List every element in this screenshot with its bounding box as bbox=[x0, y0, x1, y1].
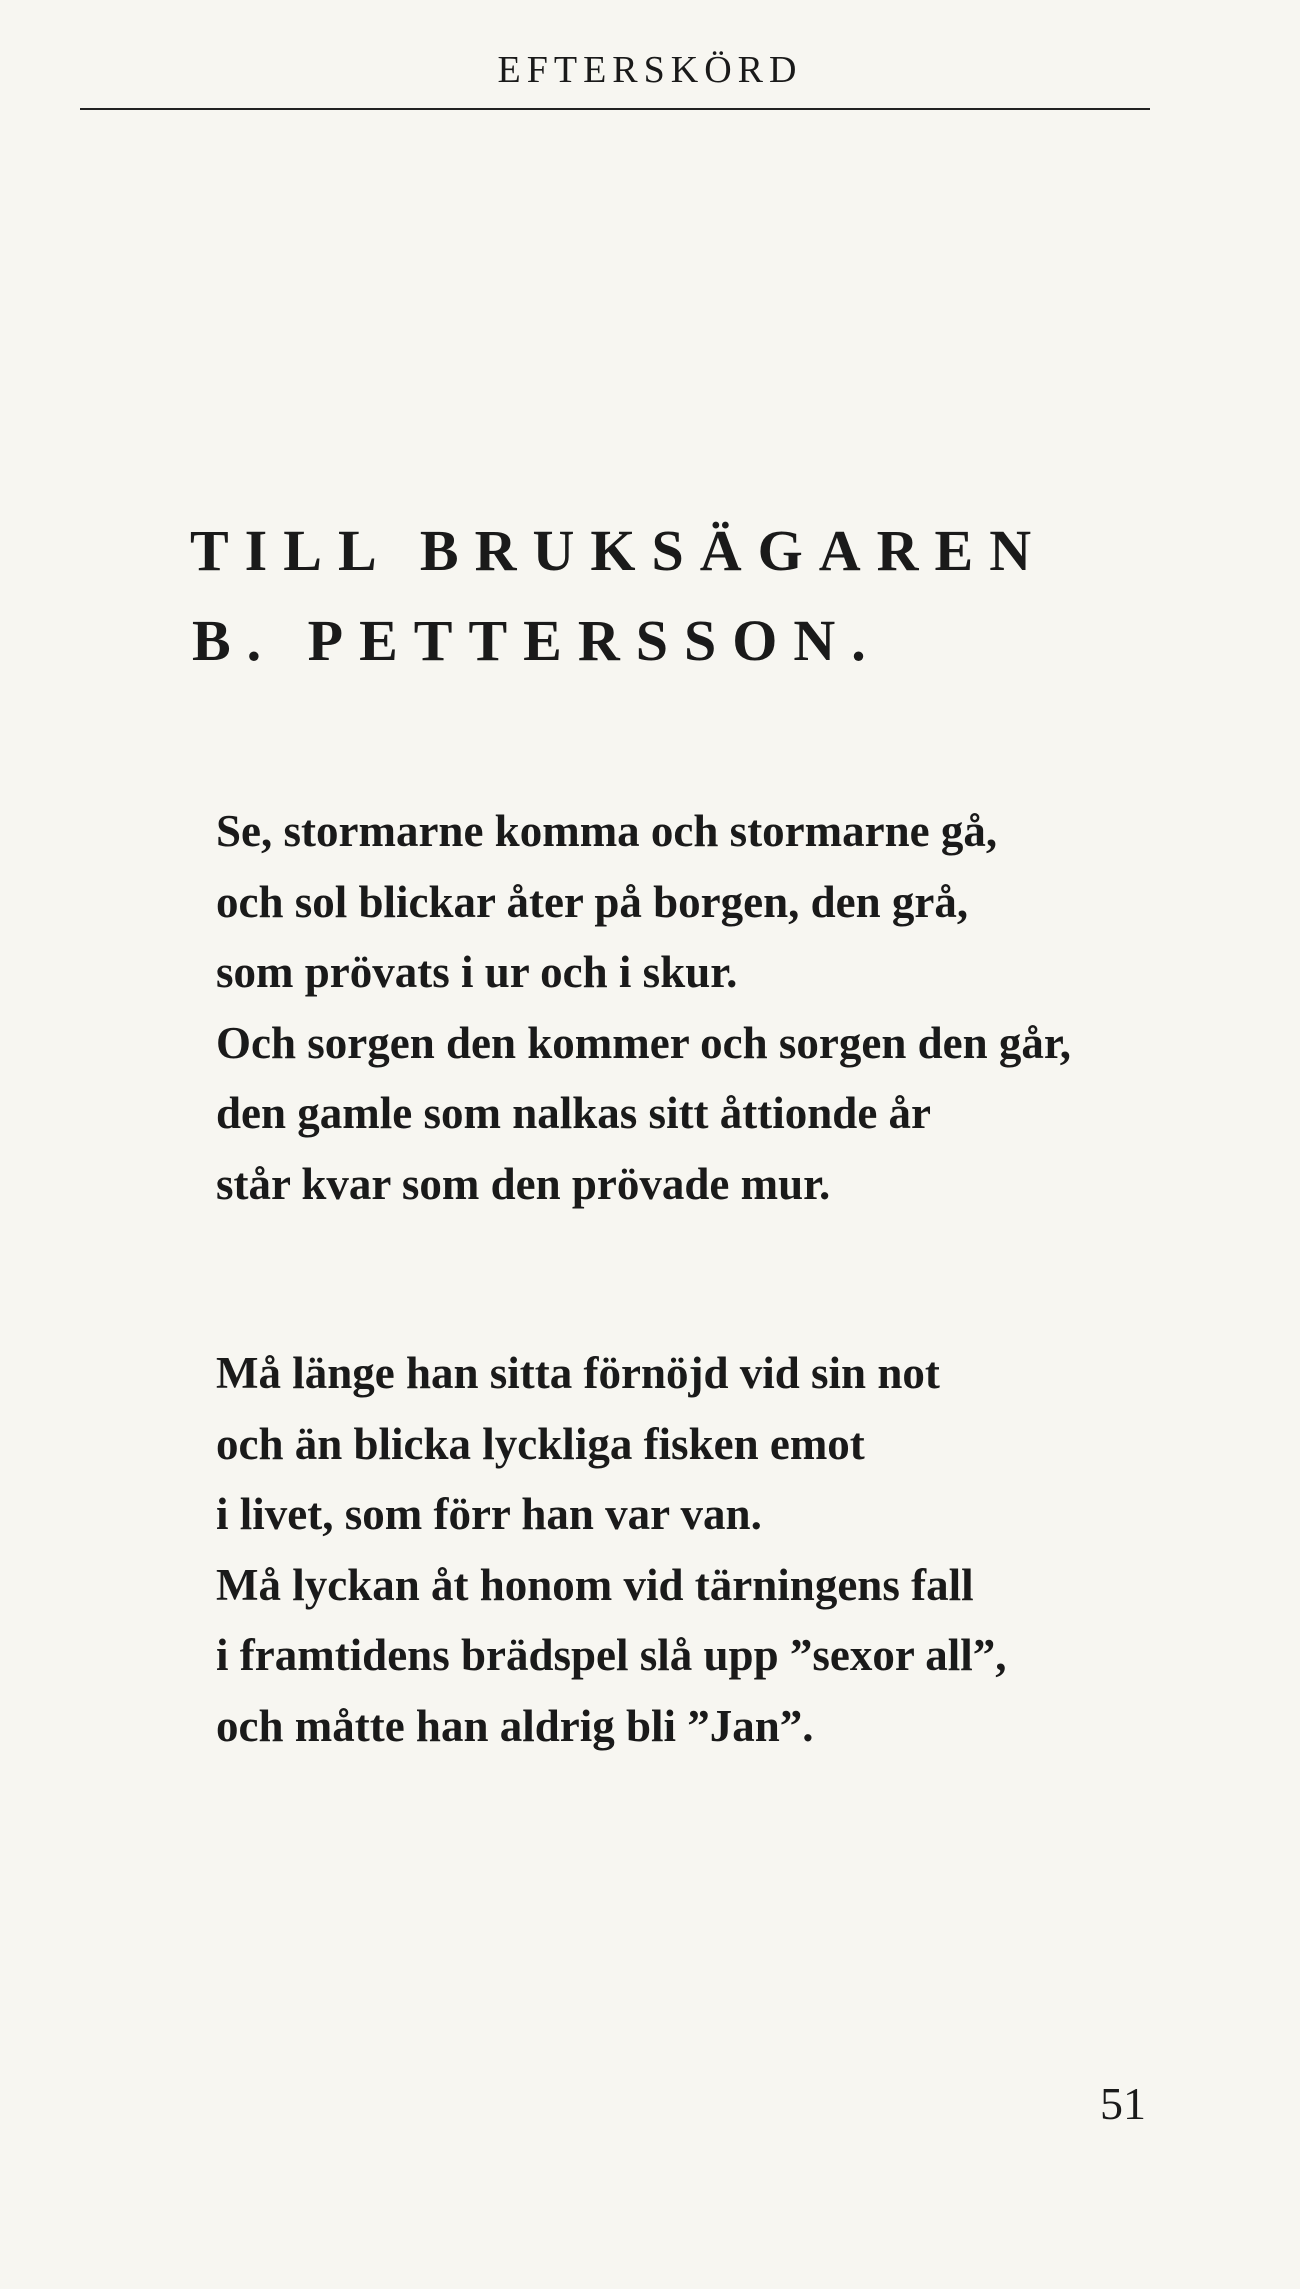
verse-line: står kvar som den prövade mur. bbox=[216, 1158, 831, 1209]
verse-line: Må lyckan åt honom vid tärningens fall bbox=[216, 1559, 974, 1610]
running-head: EFTERSKÖRD bbox=[497, 49, 803, 91]
verse-line: Och sorgen den kommer och sorgen den går, bbox=[216, 1017, 1071, 1068]
poem-title-line-1: TILL BRUKSÄGAREN bbox=[190, 518, 1048, 583]
verse-line: Må länge han sitta förnöjd vid sin not bbox=[216, 1348, 940, 1398]
verse-line: i livet, som förr han var van. bbox=[216, 1489, 762, 1540]
verse-line: och måtte han aldrig bli ”Jan”. bbox=[216, 1700, 814, 1751]
verse-line: den gamle som nalkas sitt åttionde år bbox=[216, 1088, 932, 1139]
header-rule bbox=[80, 108, 1150, 110]
poem-title-line-2: B. PETTERSSON. bbox=[192, 608, 882, 673]
page-number: 51 bbox=[1100, 2078, 1146, 2129]
verse-line: och sol blickar åter på borgen, den grå, bbox=[216, 876, 969, 927]
verse-line: och än blicka lyckliga fisken emot bbox=[216, 1418, 865, 1469]
verse-line: i framtidens brädspel slå upp ”sexor all”, bbox=[216, 1630, 1007, 1681]
verse-line: som prövats i ur och i skur. bbox=[216, 947, 738, 998]
stanza-2 bbox=[216, 1338, 1166, 1762]
verse-line: Se, stormarne komma och stormarne gå, bbox=[216, 806, 998, 856]
stanza-1 bbox=[216, 796, 1166, 1220]
